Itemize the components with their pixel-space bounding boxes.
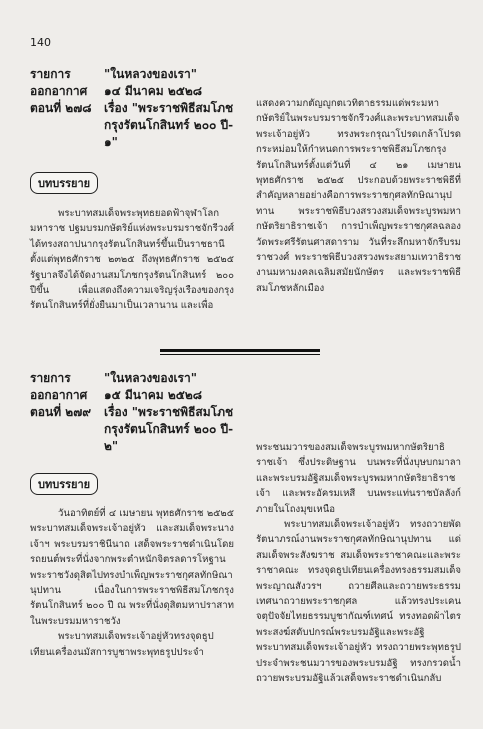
broadcast-label: ออกอากาศ	[30, 388, 88, 402]
subject-line: ๒"	[104, 439, 119, 453]
broadcast-date: ๑๔ มีนาคม ๒๕๒๘	[104, 84, 203, 98]
section-divider	[160, 349, 320, 352]
page-number: 140	[30, 36, 51, 49]
right-column	[256, 440, 461, 687]
program-title: "ในหลวงของเรา"	[104, 371, 197, 385]
paragraph: พระบาทสมเด็จพระเจ้าอยู่หัว ทรงถวายพัดรัตนาภรณ์งานพระราชกุศลทักษิณานุปทาน แด่สมเด็จพระสังฆราช สมเด็จพระราชาคณะและพระราชาคณะ ทรงจุดธูปเทียนเครื่องทรงธรรมสมเด็จพระญาณสังวรฯ ถวายศีลและถวายพระธรรมเทศนาถวายพระราชกุศล แล้วทรงประเคนจตุปัจจัยไทยธรรมบูชากัณฑ์เทศน์ ทรงทอดผ้าไตร พระสงฆ์สดับปกรณ์พระบรมอัฐิและพระอัฐิ พระบาทสมเด็จพระเจ้าอยู่หัว ทรงถวายพระพุทธรูปประจำพระชนมวารของพระบรมอัฐิ ทรงกรวดน้ำถวายพระบรมอัฐิแล้วเสด็จพระราชดำเนินกลับ	[256, 519, 461, 685]
paragraph: พระชนมวารของสมเด็จพระบูรพมหากษัตริยาธิราชเจ้า ซึ่งประดิษฐาน บนพระที่นั่งบุษบกมาลา และพระบรมอัฐิสมเด็จพระบูรพมหากษัตริยาธิราชเจ้า และพระอัครมเหสี บนพระแท่นราชบัลลังก์ภายในโถงมุขเหนือ	[256, 442, 461, 515]
left-column	[30, 206, 234, 314]
right-column	[256, 96, 461, 296]
paragraph: แสดงความกตัญญูกตเวทิตาธรรมแด่พระมหากษัตริย์ในพระบรมราชจักรีวงศ์และพระบาทสมเด็จพระเจ้าอยู่หัว ทรงพระกรุณาโปรดเกล้าโปรดกระหม่อมให้กำหนดการพระราชพิธีสมโภชกรุงรัตนโกสินทร์ตั้งแต่วันที่ ๔ ๒๑ เมษายน พุทธศักราช ๒๕๒๕ ประกอบด้วยพระราชพิธีที่สำคัญหลายอย่างคือการพระราชกุศลทักษิณานุปทาน พระราชพิธีบวงสรวงสมเด็จพระบูรพมหากษัตริยาธิราชเจ้า การบำเพ็ญพระราชกุศลฉลองวัดพระศรีรัตนศาสดาราม วันที่ระลึกมหาจักรีบรมราชวงศ์ พระราชพิธีบวงสรวงพระสยามเทวาธิราช งานมหามงคลเฉลิมสมัยนักษัตร และพระราชพิธีสมโภชหลักเมือง	[256, 98, 461, 294]
lecture-tag: บทบรรยาย	[30, 172, 98, 194]
paragraph: วันอาทิตย์ที่ ๔ เมษายน พุทธศักราช ๒๕๒๕ พระบาทสมเด็จพระเจ้าอยู่หัว และสมเด็จพระนางเจ้าฯ พระบรมราชินีนาถ เสด็จพระราชดำเนินโดยรถยนต์พระที่นั่งจากพระตำหนักจิตรลดารโหฐาน พระราชวังดุสิตไปทรงบำเพ็ญพระราชกุศลทักษิณานุปทาน เนื่องในการพระราชพิธีสมโภชกรุงรัตนโกสินทร์ ๒๐๐ ปี ณ พระที่นั่งดุสิตมหาปราสาทในพระบรมมหาราชวัง	[30, 508, 234, 627]
episode-label: ตอนที่ ๒๗๘	[30, 101, 92, 115]
broadcast-date: ๑๕ มีนาคม ๒๕๒๘	[104, 388, 203, 402]
left-column	[30, 506, 234, 660]
broadcast-label: ออกอากาศ	[30, 84, 88, 98]
program-label: รายการ	[30, 371, 71, 385]
program-title: "ในหลวงของเรา"	[104, 67, 197, 81]
section-divider-thin	[160, 354, 320, 355]
subject-line: ๑"	[104, 135, 118, 149]
subject-line: กรุงรัตนโกสินทร์ ๒๐๐ ปี-	[104, 422, 234, 436]
episode-label: ตอนที่ ๒๗๙	[30, 405, 92, 419]
subject-line: เรื่อง "พระราชพิธีสมโภช	[104, 405, 234, 419]
paragraph: พระบาทสมเด็จพระเจ้าอยู่หัวทรงจุดธูปเทียนเครื่องนมัสการบูชาพระพุทธรูปประจำ	[30, 631, 214, 658]
subject-line: เรื่อง "พระราชพิธีสมโภช	[104, 101, 234, 115]
paragraph: พระบาทสมเด็จพระพุทธยอดฟ้าจุฬาโลกมหาราช ปฐมบรมกษัตริย์แห่งพระบรมราชจักรีวงศ์ได้ทรงสถาปนากรุงรัตนโกสินทร์ขึ้นเป็นราชธานีตั้งแต่พุทธศักราช ๒๓๒๕ ถึงพุทธศักราช ๒๕๒๕ รัฐบาลจึงได้จัดงานสมโภชกรุงรัตนโกสินทร์ ๒๐๐ ปีขึ้น เพื่อแสดงถึงความเจริญรุ่งเรืองของกรุงรัตนโกสินทร์ที่ยั่งยืนมาเป็นเวลานาน และเพื่อ	[30, 208, 234, 312]
subject-line: กรุงรัตนโกสินทร์ ๒๐๐ ปี-	[104, 118, 234, 132]
program-label: รายการ	[30, 67, 71, 81]
lecture-tag: บทบรรยาย	[30, 473, 98, 495]
